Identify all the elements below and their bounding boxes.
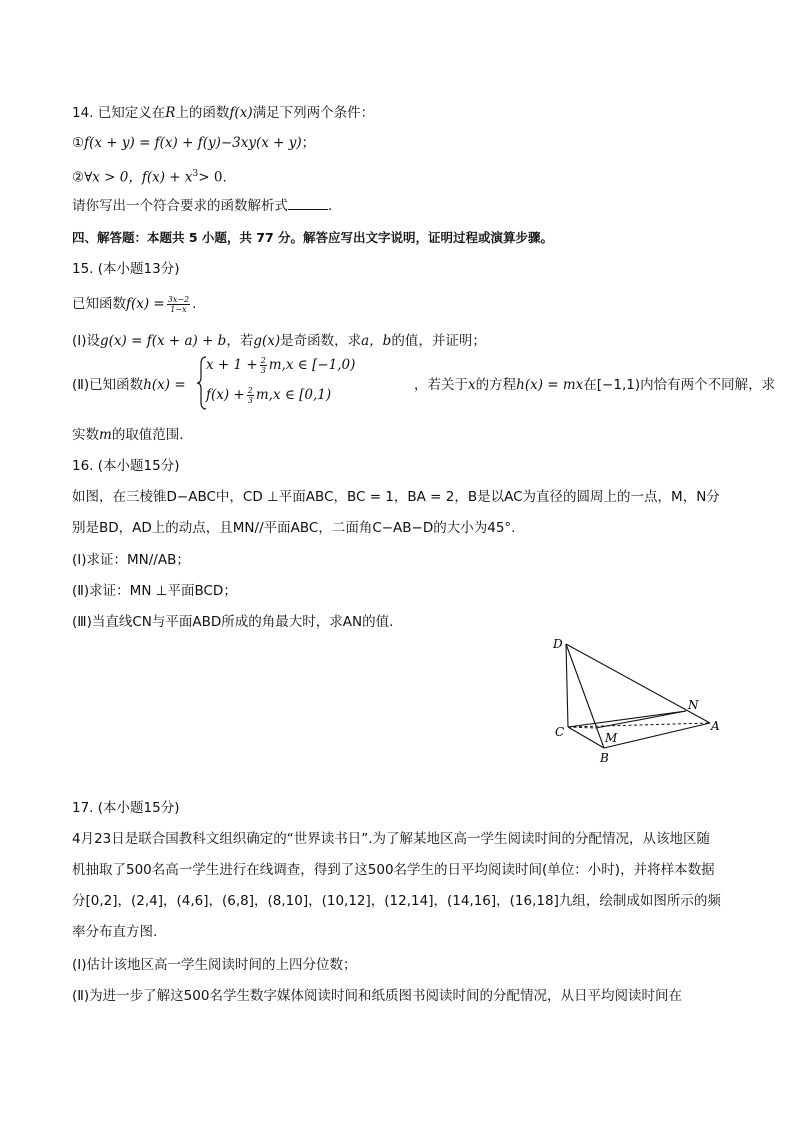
edge-CB bbox=[568, 727, 604, 748]
pyramid-figure bbox=[548, 632, 728, 768]
q14-condition-2: ②∀x > 0，$f(x) + x^3> 0$. bbox=[72, 169, 227, 186]
q16-header: 16. (本小题15分) bbox=[72, 458, 180, 474]
q15-given: 已知函数f(x) = $\frac{3x-2}{1-x}$ . bbox=[72, 294, 197, 314]
q14-intro: 14. 已知定义在R上的函数f(x)满足下列两个条件： bbox=[72, 105, 375, 121]
label-B: B bbox=[600, 751, 609, 765]
q17-part-2: (Ⅱ)为进一步了解这500名学生数字媒体阅读时间和纸质图书阅读时间的分配情况，从日平均阅读时间在 bbox=[72, 988, 682, 1004]
q16-text: 如图，在三棱锥D−ABC中，CD ⊥平面ABC，BC = 1，BA = 2，B是以AC为直径的圆周上的一点，M，N分别是BD，AD上的动点，且MN//平面ABC，二面角C−AB−D的大小为45°. bbox=[72, 489, 720, 536]
piecewise-case-1: x + 1 + $\frac{2}{3}$ m,x ∈ [−1,0) bbox=[206, 356, 356, 375]
document-page: 14. 已知定义在R上的函数f(x)满足下列两个条件： ①f(x + y) = f(x) + f(y)−3xy(x + y)； ②∀x > 0，$f(x) + x^3> 0$. 请你写出一个符合要求的函数解析式 . 四、解答题：本题共 5 小题，共 77 分。解答应写出文字说明，证明过程或演算步骤。 15. (本小题13分) 已知函数f(x) = $\frac{3x-2}{1-x}$ . (Ⅰ)设g(x) = f(x + a) + b，若g(x)是奇函数，求a，b的值，并证明； (Ⅱ)已知函数h(x) = x + 1 + $\frac{2}{3}$ m,x ∈ [−1,0) f(x) + $\frac{2}{3}$ m,x ∈ [0,1) ，若关于x的方程h(x) = mx在[−1,1)内恰有两个不同解，求 实数m的取值范围. 16. (本小题15分) 如图，在三棱锥D−ABC中，CD ⊥平面ABC，BC = 1，BA = 2，B是以AC为直径的圆周上的一点，M，N分别是BD，AD上的动点，且MN//平面ABC，二面角C−AB−D的大小为45°. (Ⅰ)求证：MN//AB； (Ⅱ)求证：MN ⊥平面BCD； (Ⅲ)当直线CN与平面ABD所成的角最大时，求AN的值. D N C M A B 17. (本小题15分) 4月23日是联合国教科文组织确定的“世界读书日”.为了解某地区高一学生阅读时间的分配情况，从该地区随机抽取了500名高一学生进行在线调查，得到了这500名学生的日平均阅读时间(单位：小时)，并将样本数据分[0,2]，(2,4]，(4,6]，(6,8]，(8,10]，(10,12]，(12,14]，(14,16]，(16,18]九组，绘制成如图所示的频率分布直方图. (Ⅰ)估计该地区高一学生阅读时间的上四分位数； (Ⅱ)为进一步了解这500名学生数字媒体阅读时间和纸质图书阅读时间的分配情况，从日平均阅读时间在 bbox=[72, 105, 776, 1004]
label-D: D bbox=[553, 637, 563, 651]
q15-part-2-cont: 实数m的取值范围. bbox=[72, 427, 184, 443]
q15-part-1: (Ⅰ)设g(x) = f(x + a) + b，若g(x)是奇函数，求a，b的值，并证明； bbox=[72, 333, 486, 349]
piecewise-case-2: f(x) + $\frac{2}{3}$ m,x ∈ [0,1) bbox=[206, 386, 332, 405]
edge-DB bbox=[566, 644, 604, 748]
label-M: M bbox=[605, 731, 618, 745]
q14-ask: 请你写出一个符合要求的函数解析式 . bbox=[72, 198, 333, 214]
label-N: N bbox=[688, 698, 699, 712]
q17-header: 17. (本小题15分) bbox=[72, 800, 180, 816]
q16-part-2: (Ⅱ)求证：MN ⊥平面BCD； bbox=[72, 583, 237, 599]
q17-part-1: (Ⅰ)估计该地区高一学生阅读时间的上四分位数； bbox=[72, 957, 357, 973]
edge-DC bbox=[566, 644, 568, 727]
q15-header: 15. (本小题13分) bbox=[72, 261, 180, 277]
edge-BA bbox=[604, 723, 710, 748]
fraction: $\frac{3x-2}{1-x}$ bbox=[167, 294, 190, 314]
q16-part-3: (Ⅲ)当直线CN与平面ABD所成的角最大时，求AN的值. bbox=[72, 614, 394, 630]
pyramid-diagram bbox=[548, 632, 728, 768]
q16-part-1: (Ⅰ)求证：MN//AB； bbox=[72, 552, 190, 568]
answer-blank bbox=[288, 196, 328, 210]
segment-MN bbox=[596, 711, 686, 728]
segment-CM-hidden bbox=[568, 727, 596, 728]
label-C: C bbox=[555, 725, 565, 739]
section-heading: 四、解答题：本题共 5 小题，共 77 分。解答应写出文字说明，证明过程或演算步骤。 bbox=[72, 230, 554, 245]
q14-condition-1: ①f(x + y) = f(x) + f(y)−3xy(x + y)； bbox=[72, 135, 316, 151]
q17-text: 4月23日是联合国教科文组织确定的“世界读书日”.为了解某地区高一学生阅读时间的分配情况，从该地区随机抽取了500名高一学生进行在线调查，得到了这500名学生的日平均阅读时间(单位：小时)，并将样本数据分[0,2]，(2,4]，(4,6]，(6,8]，(8,10]，(10,12]，(12,14]，(14,16]，(16,18]九组，绘制成如图所示的频率分布直方图. bbox=[72, 831, 721, 940]
label-A: A bbox=[711, 719, 720, 733]
